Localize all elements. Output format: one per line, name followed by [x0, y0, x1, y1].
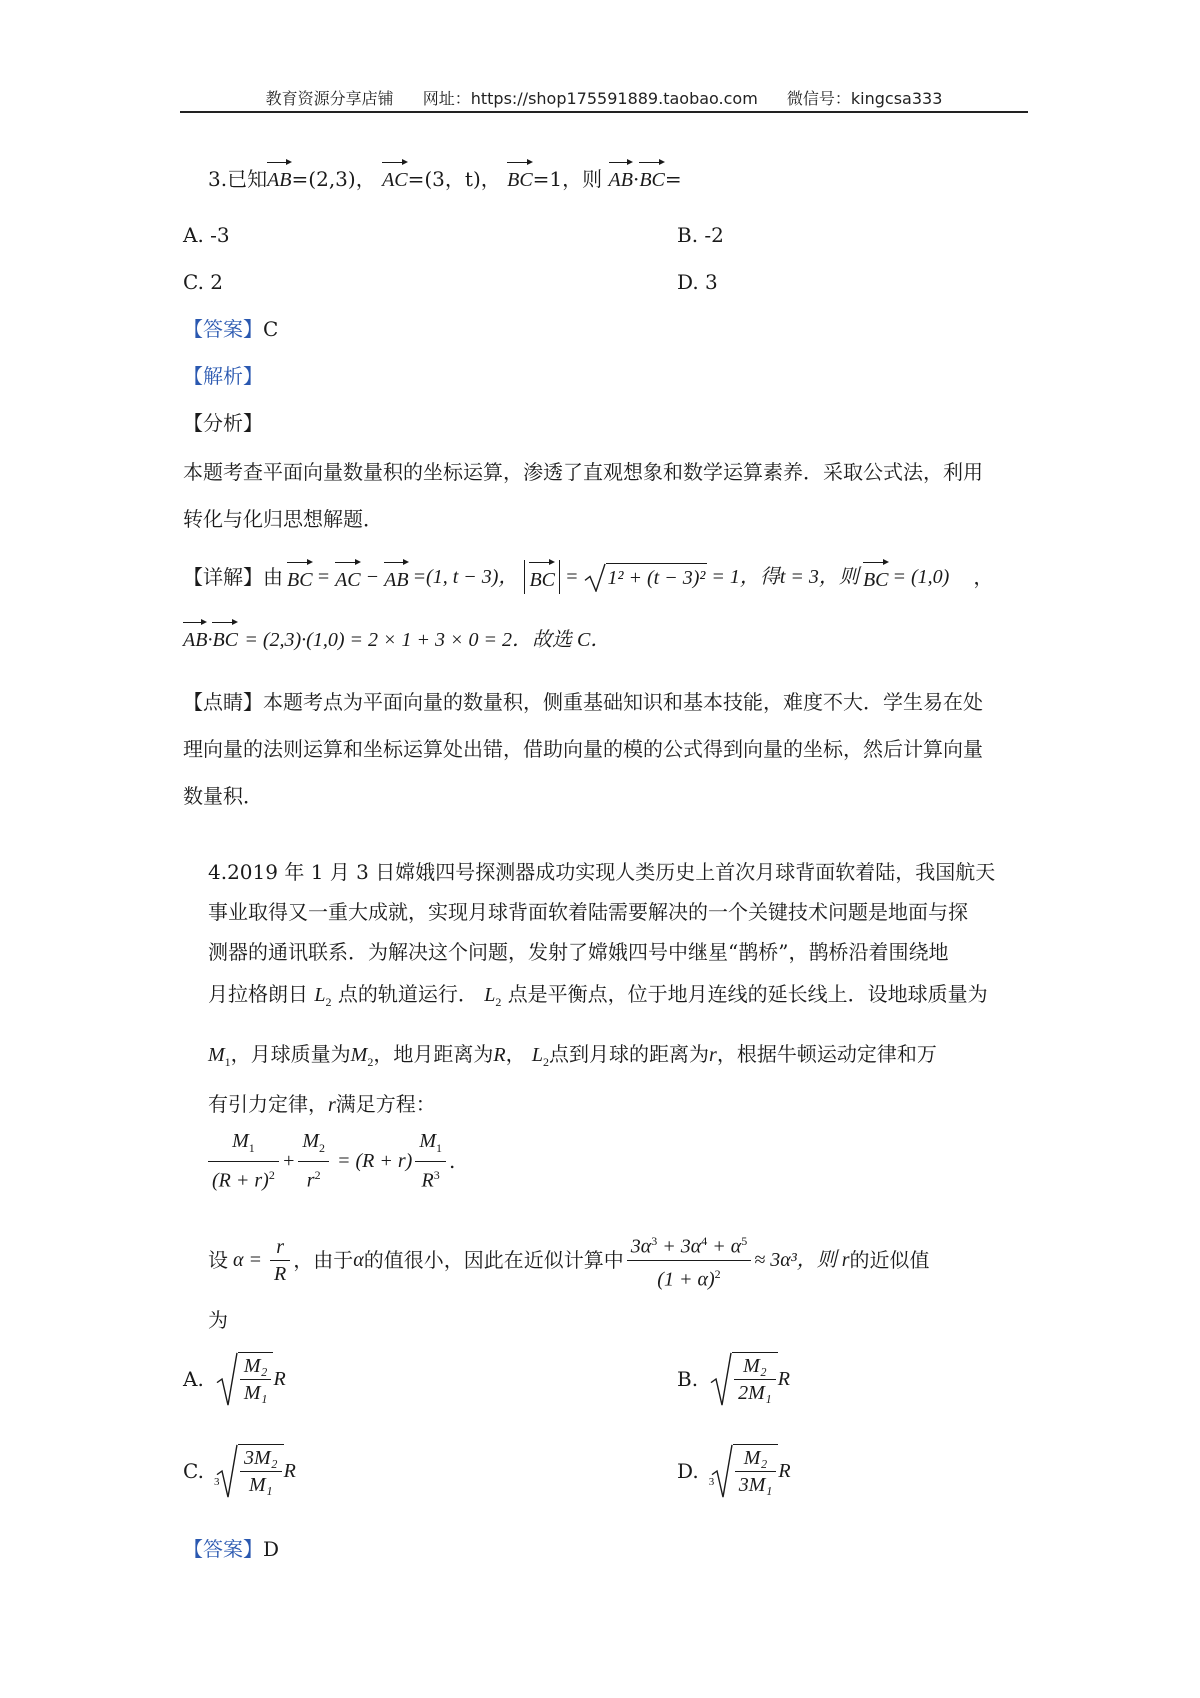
q3-option-c: C. 2: [183, 270, 224, 294]
q3-sqrt: 1² + (t − 3)²: [584, 563, 708, 592]
q3-fenxi-line1: 本题考查平面向量数量积的坐标运算，渗透了直观想象和数学运算素养．采取公式法，利用: [183, 460, 983, 484]
q3-dianjing-line2: 理向量的法则运算和坐标运算处出错，借助向量的模的公式得到向量的坐标，然后计算向量: [183, 737, 983, 761]
page-header: [180, 86, 1028, 109]
q4-line4: 月拉格朗日 $L_2$ 点的轨道运行． $L_2$ 点是平衡点，位于地月连线的延长线上．设地球质量为: [208, 982, 988, 1009]
q4-option-d: D. 3 $\frac{\text{M₂}}{\text{3M₁}}$ R: [677, 1444, 791, 1498]
q3-dianjing-line1: 【点睛】本题考点为平面向量的数量积，侧重基础知识和基本技能，难度不大．学生易在处: [183, 690, 983, 714]
q3-fenxi-line2: 转化与化归思想解题．: [183, 507, 383, 531]
q3-detail-line2: AB·BC = (2,3)·(1,0) = 2 × 1 + 3 × 0 = 2．故选 C．: [183, 620, 610, 654]
store-url: 网址：https://shop175591889.taobao.com: [422, 89, 758, 108]
q4-line6: 有引力定律，r满足方程：: [208, 1092, 436, 1116]
q4-line5: $M_1$，月球质量为$M_2$，地月距离为R， $L_2$点到月球的距离为r，根据牛顿运动定律和万: [208, 1042, 937, 1069]
q3-option-b: B. -2: [677, 223, 724, 247]
q4-line9: 为: [208, 1308, 228, 1332]
q4-option-c: C. 3 $\frac{\text{3M₂}}{\text{M₁}}$ R: [183, 1444, 296, 1498]
header-rule: [180, 111, 1028, 113]
wechat-id: 微信号：kingcsa333: [786, 89, 943, 108]
q4-answer: 【答案】D: [183, 1537, 280, 1561]
q3-stem: 3.已知AB=(2,3)， AC=(3，t)， BC=1，则 AB·BC=: [208, 160, 682, 194]
q4-line1: 4.2019 年 1 月 3 日嫦娥四号探测器成功实现人类历史上首次月球背面软着陆，我国航天: [208, 860, 996, 884]
q3-option-a: A. -3: [183, 223, 230, 247]
q3-option-d: D. 3: [677, 270, 718, 294]
store-name: 教育资源分享店铺: [265, 89, 394, 108]
q3-detail-line1: 【详解】由 BC = AC − AB =(1, t − 3)， BC = 1² + (t − 3)² = 1，得 t = 3，则 BC = (1,0) ，: [183, 560, 993, 594]
q3-dianjing-line3: 数量积．: [183, 784, 263, 808]
q4-line2: 事业取得又一重大成就，实现月球背面软着陆需要解决的一个关键技术问题是地面与探: [208, 900, 968, 924]
q4-option-a: A. $\frac{\text{M₂}}{\text{M₁}}$ R: [183, 1352, 286, 1406]
q4-option-b: B. $\frac{\text{M₂}}{\text{2M₁}}$ R: [677, 1352, 790, 1406]
q4-line3: 测器的通讯联系．为解决这个问题，发射了嫦娥四号中继星“鹊桥”，鹊桥沿着围绕地: [208, 940, 949, 964]
q4-line8: 设 α = $\frac{r}{R}$ ，由于 α 的值很小，因此在近似计算中 $\frac{3\alpha^3 + 3\alpha^4 + \alpha^5}{(1 + \alpha)^2}$ ≈ 3α³，则 r 的近似值: [208, 1228, 930, 1292]
q3-answer: 【答案】C: [183, 317, 279, 341]
q3-jiexi-tag: 【解析】: [183, 364, 263, 388]
q4-equation: $\frac{M_1}{(R + r)^2}$ + $\frac{M_2}{r^2}$ = (R + r) $\frac{M_1}{R^3}$ .: [205, 1128, 455, 1194]
q3-fenxi-tag: 【分析】: [183, 411, 263, 435]
